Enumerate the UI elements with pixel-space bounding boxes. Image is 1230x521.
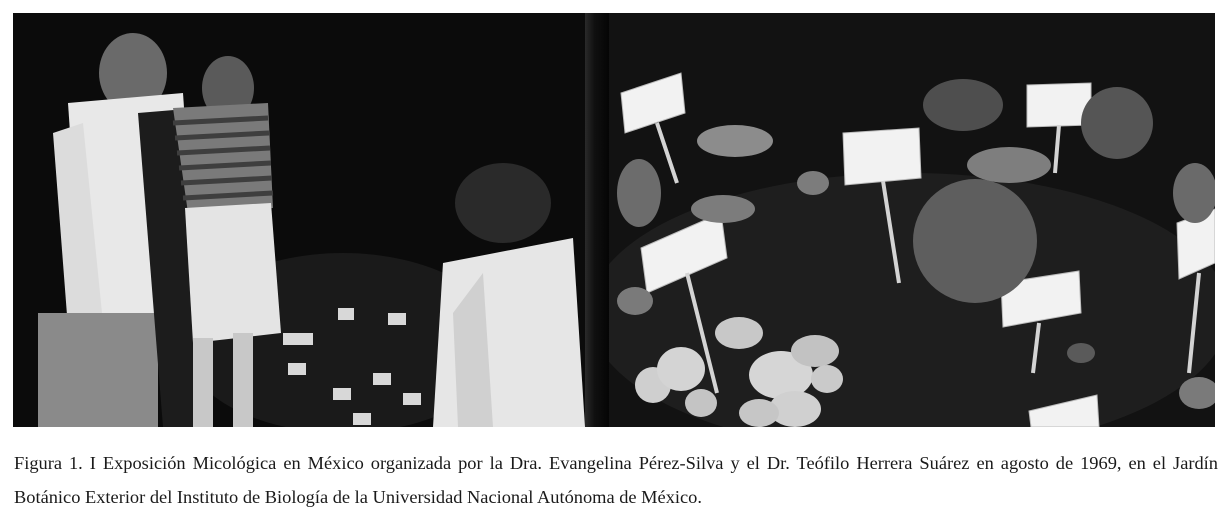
figure-photograph [13, 13, 1215, 427]
photo-divider [585, 13, 609, 427]
visitors-illustration [13, 13, 585, 427]
figure-caption: Figura 1. I Exposición Micológica en México organizada por la Dra. Evangelina Pérez-Silva y el Dr. Teófilo Herrera Suárez en agosto de 1969, en el Jardín Botánico Exterior del Instituto de Biología de la Universidad Nacional Autónoma de México. [14, 453, 1218, 507]
photo-mushroom-display [609, 13, 1215, 427]
photo-visitors-at-exhibit [13, 13, 585, 427]
mushroom-display-illustration [609, 13, 1215, 427]
